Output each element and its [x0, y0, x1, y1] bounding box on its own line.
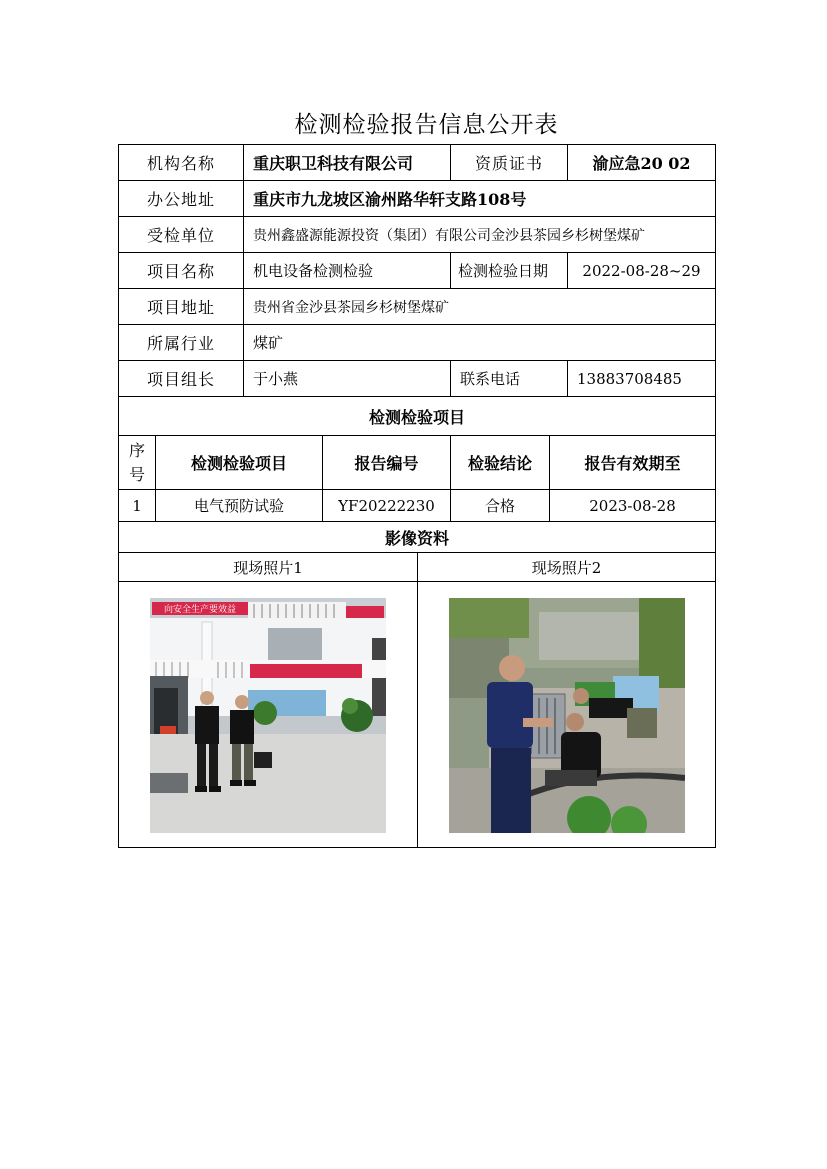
industry-label: 所属行业 [119, 325, 244, 361]
header-seq [119, 436, 156, 490]
images-section-title: 影像资料 [119, 522, 715, 553]
date-value: 2022-08-28~29 [568, 253, 715, 289]
items-section-title: 检测检验项目 [119, 397, 715, 436]
addr-value: 重庆市九龙坡区渝州路华轩支路108号 [244, 181, 715, 217]
header-valid-until: 报告有效期至 [550, 436, 715, 490]
proj-value: 机电设备检测检验 [244, 253, 451, 289]
phone-value: 13883708485 [568, 361, 715, 397]
header-report-no: 报告编号 [323, 436, 451, 490]
phone-label: 联系电话 [451, 361, 568, 397]
industry-value: 煤矿 [244, 325, 715, 361]
header-seq-a: 序 [128, 440, 145, 460]
site-label: 项目地址 [119, 289, 244, 325]
info-table [118, 144, 716, 848]
header-item: 检测检验项目 [156, 436, 323, 490]
photo2-label: 现场照片2 [418, 553, 715, 582]
leader-value: 于小燕 [244, 361, 451, 397]
cert-label: 资质证书 [451, 145, 568, 181]
client-value: 贵州鑫盛源能源投资（集团）有限公司金沙县茶园乡杉树堡煤矿 [244, 217, 715, 253]
photo1-label: 现场照片1 [119, 553, 418, 582]
banner-text-1: 向安全生产要效益 [163, 604, 237, 614]
item-valid-until: 2023-08-28 [550, 490, 715, 522]
addr-label: 办公地址 [119, 181, 244, 217]
site-photo-1 [150, 598, 386, 833]
proj-label: 项目名称 [119, 253, 244, 289]
client-label: 受检单位 [119, 217, 244, 253]
date-label: 检测检验日期 [451, 253, 568, 289]
item-report-no: YF20222230 [323, 490, 451, 522]
item-seq: 1 [119, 490, 156, 522]
site-value: 贵州省金沙县茶园乡杉树堡煤矿 [244, 289, 715, 325]
cert-value: 渝应急20 02 [568, 145, 715, 181]
header-result: 检验结论 [451, 436, 550, 490]
leader-label: 项目组长 [119, 361, 244, 397]
org-value: 重庆职卫科技有限公司 [244, 145, 451, 181]
site-photo-2 [449, 598, 685, 833]
org-label: 机构名称 [119, 145, 244, 181]
item-name: 电气预防试验 [156, 490, 323, 522]
header-seq-b: 号 [128, 464, 145, 484]
page-title: 检测检验报告信息公开表 [294, 112, 559, 138]
item-result: 合格 [451, 490, 550, 522]
